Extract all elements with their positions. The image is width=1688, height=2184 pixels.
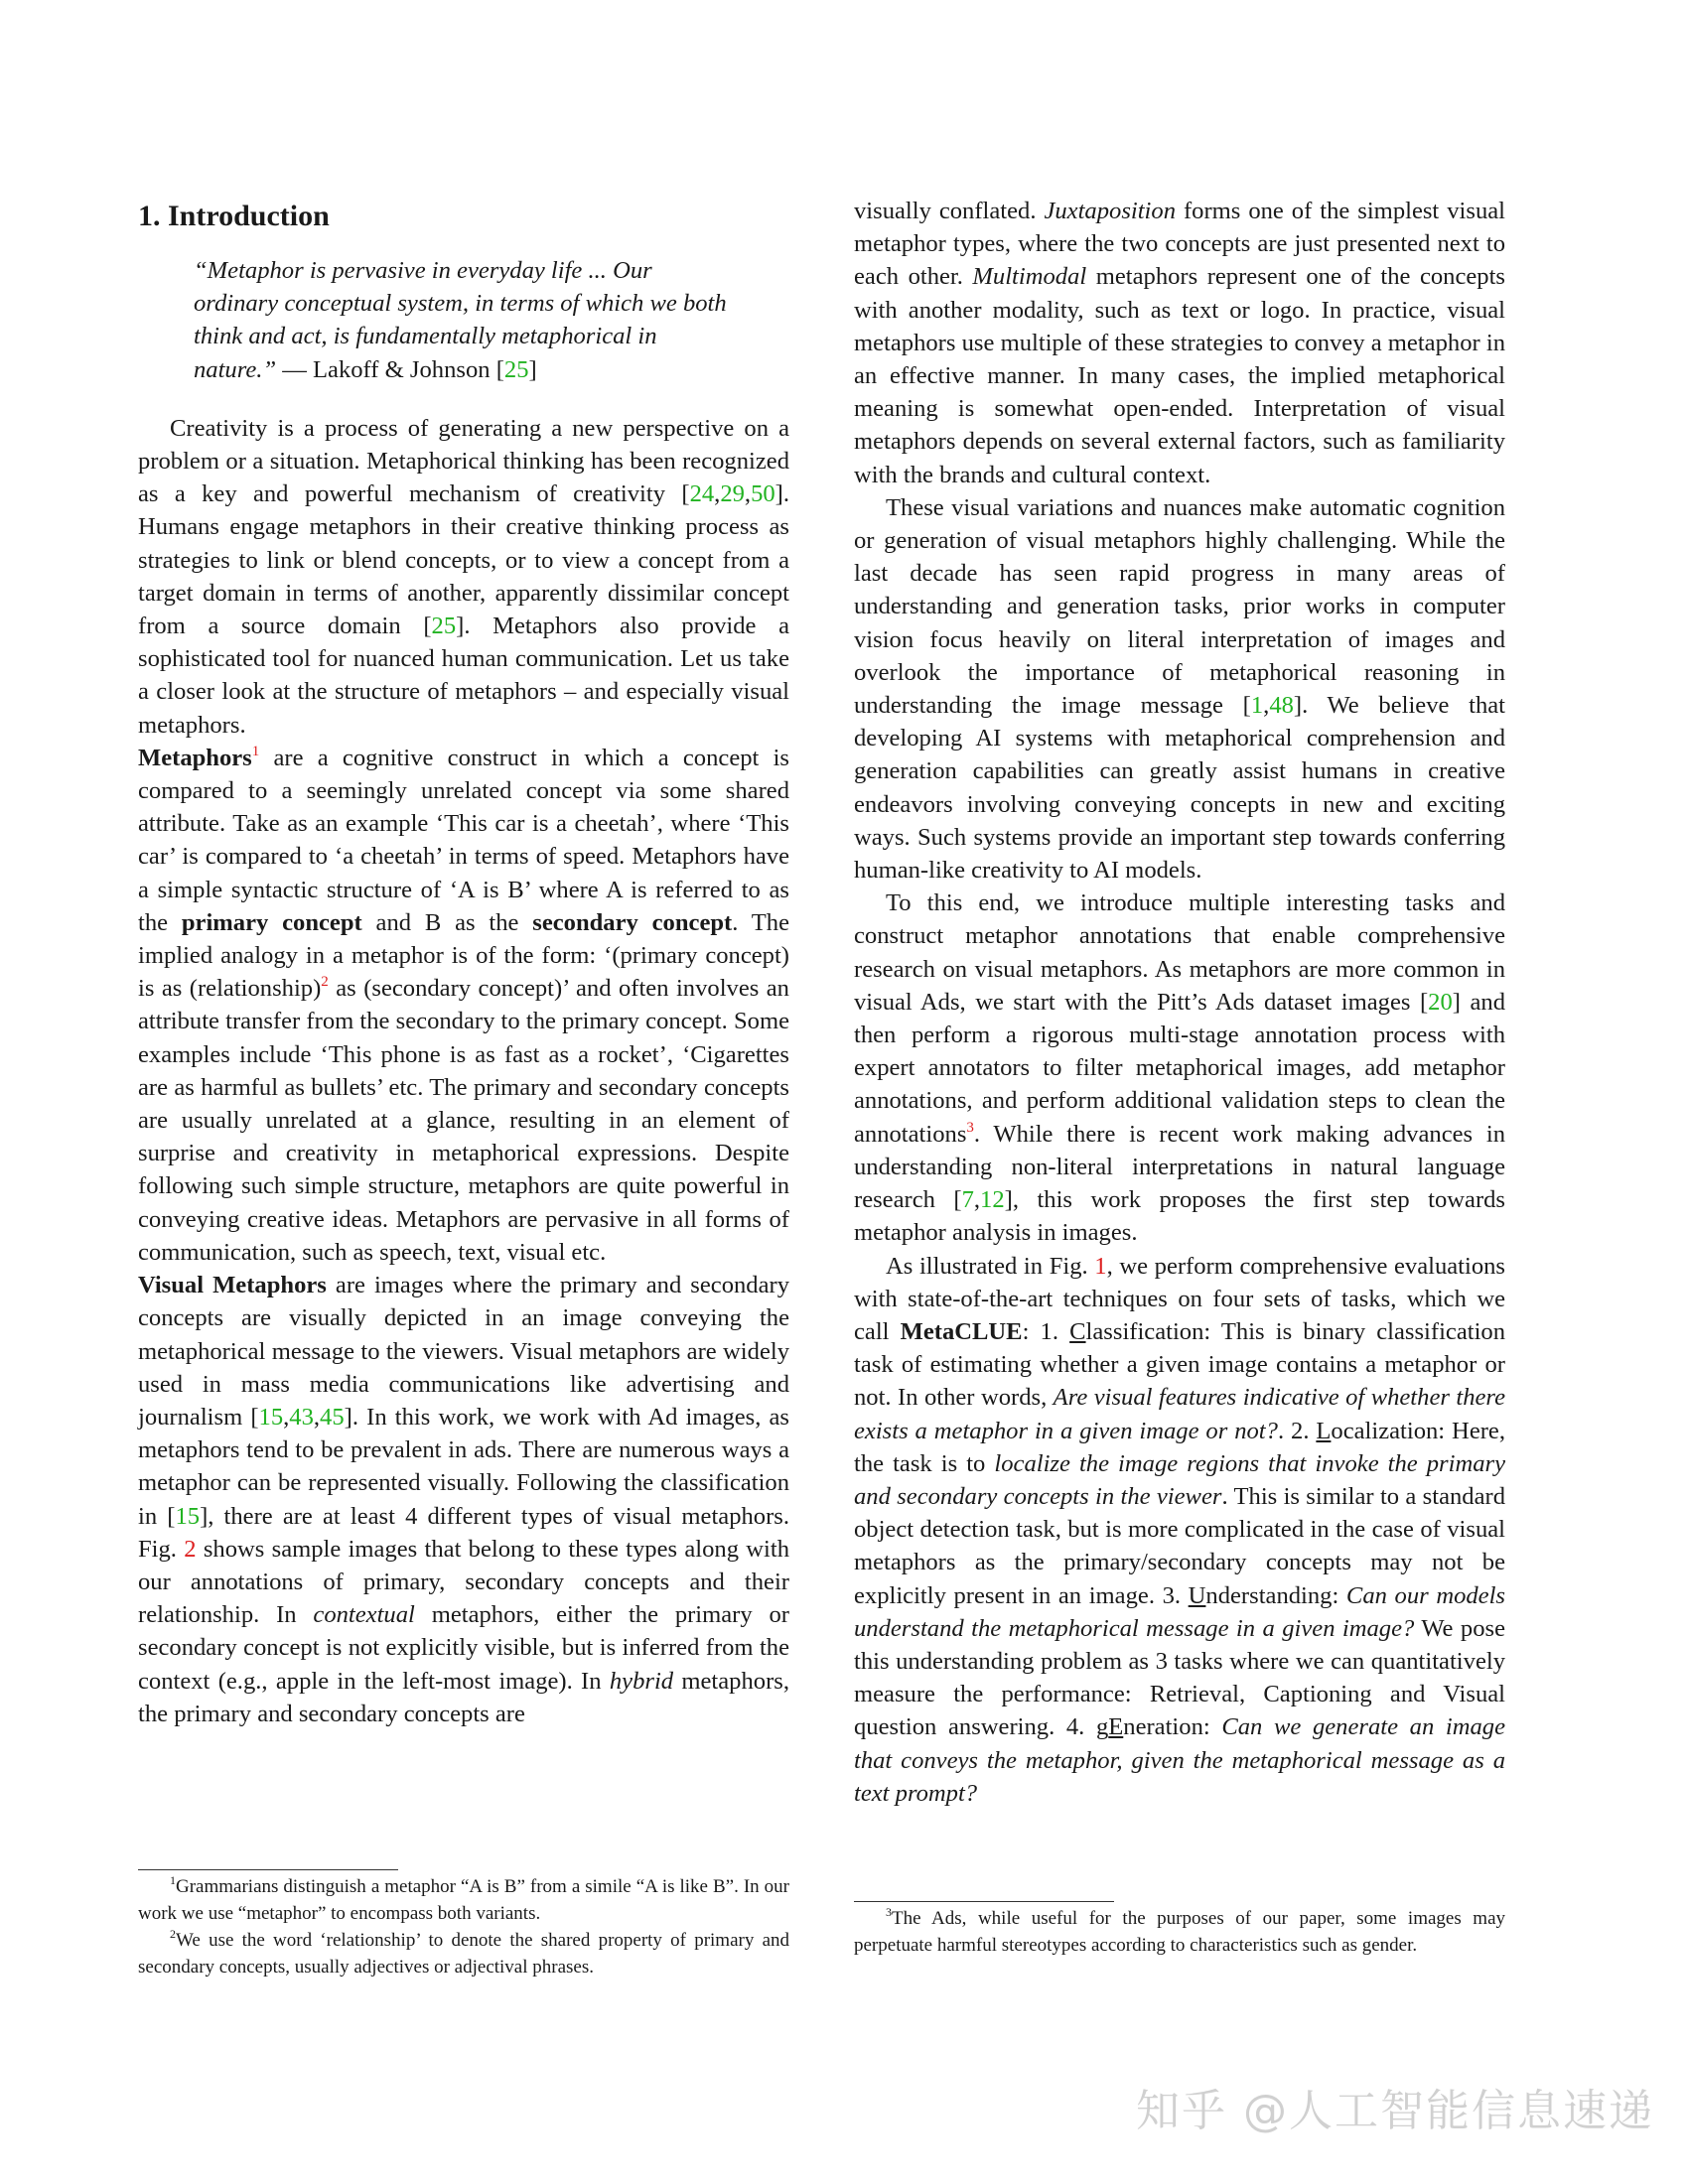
footnotes-left [138,1873,789,1980]
citation-link[interactable]: 25 [431,613,457,640]
epigraph-quote [194,254,736,386]
footnote-rule [854,1901,1114,1902]
right-paragraph-2: These visual variations and nuances make automatic cognition or generation of visual metaphors highly challenging. While the last decade has seen rapid progress in many areas of understanding and generation tasks, prior works in computer vision focus heavily on literal interpretation of images and overlook the importance of metaphorical reasoning in understanding the image message [1,48]. We believe that developing AI systems with metaphorical comprehension and generation capabilities can greatly assist humans in creative endeavors involving conveying concepts in new and exciting ways. Such systems provide an important step towards conferring human-like creativity to AI models. [854,493,1505,885]
figure-link[interactable]: 1 [1094,1252,1107,1280]
run-in-heading: Visual Metaphors [138,1272,327,1299]
right-paragraph-1: visually conflated. Juxtaposition forms one of the simplest visual metaphor types, where the two concepts are just presented next to each other. Multimodal metaphors represent one of the concepts with another modality, such as text or logo. In practice, visual metaphors use multiple of these strategies to convey a metaphor in an effective manner. In many cases, the implied metaphorical meaning is somewhat open-ended. Interpretation of visual metaphors depends on several external factors, such as familiarity with the brands and cultural context. [854,198,1505,488]
citation-link[interactable]: 45 [320,1403,345,1431]
citation-link[interactable]: 1 [1250,692,1264,720]
footnote-mark[interactable]: 3 [966,1119,974,1136]
citation-link[interactable]: 12 [980,1186,1005,1214]
quote-citation[interactable]: [25] [495,355,537,383]
left-column [138,195,789,1730]
right-paragraph-4: As illustrated in Fig. 1, we perform comprehensive evaluations with state-of-the-art techniques on four sets of tasks, which we call MetaCLUE: 1. Classification: This is binary classification task of estimating whether a given image contains a metaphor or not. In other words, Are visual features indicative of whether there exists a metaphor in a given image or not?. 2. Localization: Here, the task is to localize the image regions that invoke the primary and secondary concepts in the viewer. This is similar to a standard object detection task, but is more complicated in the case of visual metaphors as the primary/secondary concepts may not be explicitly present in an image. 3. Understanding: Can our models understand the metaphorical message in a given image? We pose this understanding problem as 3 tasks where we can quantitatively measure the performance: Retrieval, Captioning and Visual question answering. 4. gEneration: Can we generate an image that conveys the metaphor, given the metaphorical message as a text prompt? [854,1252,1506,1807]
zhihu-watermark: 知乎 @人工智能信息速递 [1136,2086,1654,2136]
citation-link[interactable]: 29 [720,480,745,508]
section-title: 1. Introduction [138,200,330,232]
footnote-1: $^1$Grammarians distinguish a metaphor “A is B” from a simile “A is like B”. In our work we use “metaphor” to encompass both variants. [138,1873,789,1924]
right-column [854,195,1505,1810]
citation-link[interactable]: 43 [289,1403,314,1431]
citation-link[interactable]: 7 [961,1186,974,1214]
footnote-rule [138,1869,398,1870]
citation-link[interactable]: 15 [258,1403,284,1431]
citation-link[interactable]: 15 [175,1502,201,1530]
quote-text: “Metaphor is pervasive in everyday life ... Our ordinary conceptual system, in terms of which we both think and act, is fundamentally metaphorical in nature.” [194,257,727,383]
citation-link[interactable]: 50 [751,480,775,508]
metaphors-paragraph: Metaphors$^1$ are a cognitive construct in which a concept is compared to a seemingly unrelated concept via some shared attribute. Take as an example ‘This car is a cheetah’, where ‘This car’ is compared to ‘a cheetah’ in terms of speed. Metaphors have a simple syntactic structure of ‘A is B’ where A is referred to as the primary concept and B as the secondary concept. The implied analogy in a metaphor is of the form: ‘(primary concept) is as (relationship)$^2$ as (secondary concept)’ and often involves an attribute transfer from the secondary to the primary concept. Some examples include ‘This phone is as fast as a rocket’, ‘Cigarettes are as harmful as bullets’ etc. The primary and secondary concepts are usually unrelated at a glance, resulting in an element of surprise and creativity in metaphorical expressions. Despite following such simple structure, metaphors are quite powerful in conveying creative ideas. Metaphors are pervasive in all forms of communication, such as speech, text, visual etc. [138,743,789,1266]
footnote-mark[interactable]: 2 [321,974,329,991]
intro-paragraph-1: Creativity is a process of generating a new perspective on a problem or a situation. Metaphorical thinking has been recognized as a key and powerful mechanism of creativity [24,29,50]. Humans engage metaphors in their creative thinking process as strategies to link or blend concepts, or to view a concept from a target domain in terms of another, apparently dissimilar concept from a source domain [25]. Metaphors also provide a sophisticated tool for nuanced human communication. Let us take a closer look at the structure of metaphors – and especially visual metaphors. [138,414,789,739]
citation-link[interactable]: 25 [503,355,529,383]
quote-attribution: — Lakoff & Johnson [276,355,496,383]
citation-link[interactable]: 48 [1269,692,1294,720]
figure-link[interactable]: 2 [184,1535,197,1563]
footnotes-right [854,1905,1505,1959]
footnote-mark[interactable]: 1 [251,743,260,759]
metaclue-name: MetaCLUE [900,1317,1023,1345]
run-in-heading: Metaphors [138,744,252,771]
right-paragraph-3: To this end, we introduce multiple interesting tasks and construct metaphor annotations that enable comprehensive research on visual metaphors. As metaphors are more common in visual Ads, we start with the Pitt’s Ads dataset images [20] and then perform a rigorous multi-stage annotation process with expert annotators to filter metaphorical images, add metaphor annotations, and perform additional validation steps to clean the annotations$^3$. While there is recent work making advances in understanding non-literal interpretations in natural language research [7,12], this work proposes the first step towards metaphor analysis in images. [854,889,1505,1247]
citation-link[interactable]: 20 [1428,988,1453,1016]
footnote-3: $^3$The Ads, while useful for the purposes of our paper, some images may perpetuate harmful stereotypes according to characteristics such as gender. [854,1905,1505,1956]
footnote-2: $^2$We use the word ‘relationship’ to denote the shared property of primary and secondary concepts, usually adjectives or adjectival phrases. [138,1927,789,1978]
citation-link[interactable]: 24 [689,480,715,508]
visual-metaphors-paragraph: Visual Metaphors are images where the primary and secondary concepts are visually depicted in an image conveying the metaphorical message to the viewers. Visual metaphors are widely used in mass media communications like advertising and journalism [15,43,45]. In this work, we work with Ad images, as metaphors tend to be prevalent in ads. There are numerous ways a metaphor can be represented visually. Following the classification in [15], there are at least 4 different types of visual metaphors. Fig. 2 shows sample images that belong to these types along with our annotations of primary, secondary concepts and their relationship. In contextual metaphors, either the primary or secondary concept is not explicitly visible, but is inferred from the context (e.g., apple in the left-most image). In hybrid metaphors, the primary and secondary concepts are [138,1272,790,1727]
